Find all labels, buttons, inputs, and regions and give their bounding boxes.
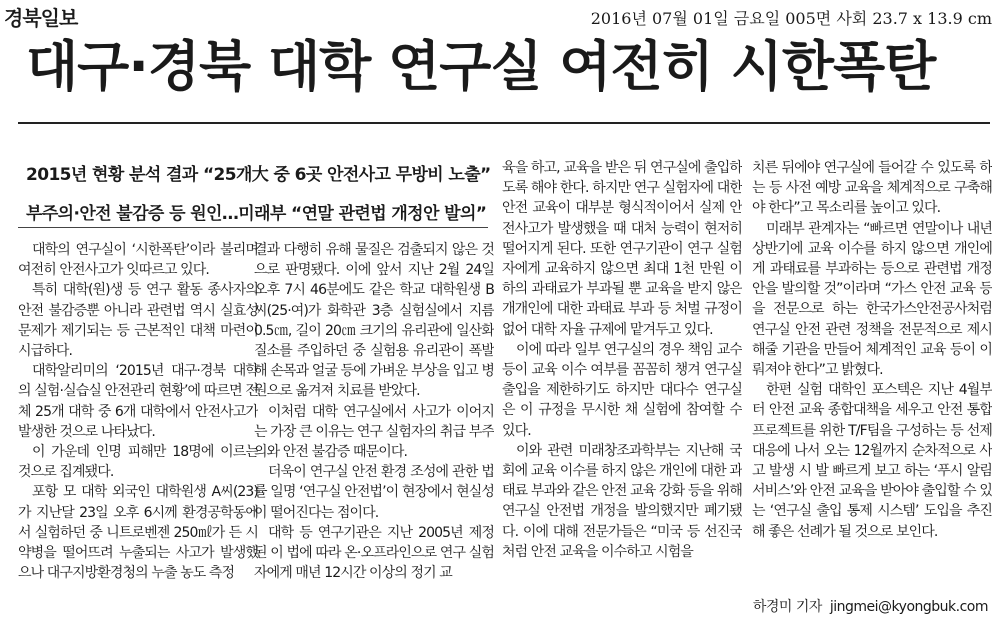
article-column-4 — [752, 158, 992, 598]
paragraph: 대학알리미의 ‘2015년 대구·경북 대학의 실험·실습실 안전관리 현황’에 따르면 전체 25개 대학 중 6개 대학에서 안전사고가 발생한 것으로 나타났다. — [18, 363, 258, 440]
article-headline: 대구·경북 대학 연구실 여전히 시한폭탄 — [26, 35, 936, 98]
article-subhead-1: 2015년 현황 분석 결과 “25개大 중 6곳 안전사고 무방비 노출” — [26, 165, 491, 185]
author-email: jingmei@kyongbuk.com — [829, 599, 988, 615]
paragraph: 육을 하고, 교육을 받은 뒤 연구실에 출입하도록 해야 한다. 하지만 연구 실험자에 대한 안전 교육이 대부분 형식적이어서 실제 안전사고가 발생했을 때 대처 능력이 현저히 떨어지게 된다. 또한 연구기관이 연구 실험자에게 교육하지 않으면 최대 1천 만원 이하의 과태료가 부과될 뿐 교육을 받지 않은 개개인에 대한 과태료 부과 등 처벌 규정이 없어 대학 자율 규제에 맡겨두고 있다. — [502, 160, 742, 338]
paragraph: 더욱이 연구실 안전 환경 조성에 관한 법률 일명 ‘연구실 안전법’이 현장에서 현실성이 떨어진다는 점이다. — [254, 464, 494, 521]
paragraph: 이 가운데 인명 피해만 18명에 이르는 것으로 집계됐다. — [18, 444, 258, 481]
article-column-3 — [502, 158, 742, 628]
paragraph: 포항 모 대학 외국인 대학원생 A씨(23)가 지난달 23일 오후 6시께 환경공학동에서 실험하던 중 니트로벤젠 250㎖가 든 시약병을 떨어뜨려 누출되는 사고가 발생했으나 대구지방환경청의 누출 농도 측정 — [18, 484, 258, 582]
publication-dateline: 2016년 07월 01일 금요일 005면 사회 23.7 x 13.9 cm — [590, 9, 992, 28]
paragraph: 특히 대학(원)생 등 연구 활동 종사자의 안전 불감증뿐 아니라 관련법 역시 실효성 문제가 제기되는 등 근본적인 대책 마련이 시급하다. — [18, 282, 258, 360]
paragraph: 대학 등 연구기관은 지난 2005년 제정된 이 법에 따라 온·오프라인으로 연구 실험자에게 매년 12시간 이상의 정기 교 — [254, 524, 494, 582]
paragraph: 이에 따라 일부 연구실의 경우 책임 교수 등이 교육 이수 여부를 꼼꼼히 챙겨 연구실 출입을 제한하기도 하지만 대다수 연구실은 이 규정을 무시한 채 실험에 참여할 수 있다. — [502, 341, 742, 439]
author-name: 하경미 기자 — [752, 599, 822, 615]
paragraph: 대학의 연구실이 ‘시한폭탄’이라 불리며 여전히 안전사고가 잇따르고 있다. — [18, 242, 258, 279]
subhead-divider — [18, 227, 488, 228]
paragraph: 결과 다행히 유해 물질은 검출되지 않은 것으로 판명됐다. 이에 앞서 지난 2월 24일 오후 7시 46분에도 같은 학교 대학원생 B씨(25·여)가 화학관 3층 실험실에서 지름 0.5㎝, 길이 20㎝ 크기의 유리관에 일산화질소를 주입하던 중 실험용 유리관이 폭발해 손목과 얼굴 등에 가벼운 부상을 입고 병원으로 옮겨져 치료를 받았다. — [254, 242, 494, 400]
article-column-2 — [254, 240, 494, 620]
paragraph: 치른 뒤에야 연구실에 들어갈 수 있도록 하는 등 사전 예방 교육을 체계적으로 구축해야 한다”고 목소리를 높이고 있다. — [752, 160, 992, 217]
paragraph: 한편 실험 대학인 포스텍은 지난 4월부터 안전 교육 종합대책을 세우고 안전 통합 프로젝트를 위한 T/F팀을 구성하는 등 선제 대응에 나서 오는 12월까지 순차적으로 사고 발생 시 발 빠르게 보고 하는 ‘푸시 알림 서비스’와 안전 교육을 받아야 출입할 수 있는 ‘연구실 출입 통제 시스템’ 도입을 추진해 좋은 선례가 될 것으로 보인다. — [752, 382, 992, 540]
article-subhead-2: 부주의·안전 불감증 등 원인…미래부 “연말 관련법 개정안 발의” — [26, 204, 487, 224]
author-byline — [753, 596, 988, 616]
paragraph: 이처럼 대학 연구실에서 사고가 이어지는 가장 큰 이유는 연구 실험자의 취급 부주의와 안전 불감증 때문이다. — [254, 403, 494, 461]
article-column-1 — [18, 240, 258, 620]
headline-divider — [18, 122, 990, 124]
paragraph: 이와 관련 미래창조과학부는 지난해 국회에 교육 이수를 하지 않은 개인에 대한 과태료 부과와 같은 안전 교육 강화 등을 위해 연구실 안전법 개정을 발의했지만 폐기됐다. 이에 대해 전문가들은 “미국 등 선진국처럼 안전 교육을 이수하고 시험을 — [502, 442, 742, 560]
newspaper-masthead: 경북일보 — [4, 6, 78, 30]
paragraph: 미래부 관계자는 “빠르면 연말이나 내년 상반기에 교육 이수를 하지 않으면 개인에게 과태료를 부과하는 등으로 관련법 개정안을 발의할 것”이라며 “가스 안전 교육 등을 전문으로 하는 한국가스안전공사처럼 연구실 안전 관련 정책을 전문적으로 제시해줄 기관을 만들어 체계적인 교육 등이 이뤄져야 한다”고 밝혔다. — [752, 220, 992, 379]
